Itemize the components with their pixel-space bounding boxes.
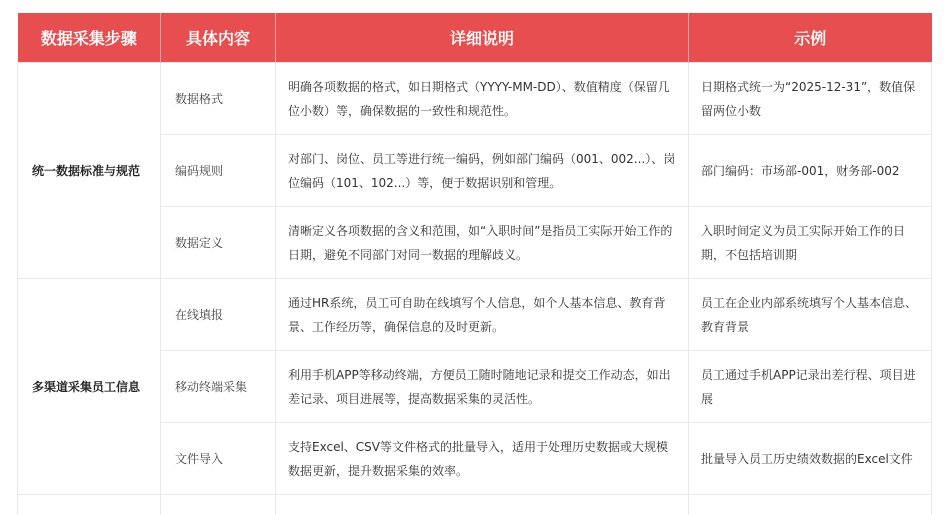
example-cell: 员工在企业内部系统填写个人基本信息、教育背景 [689,279,932,351]
example-cell: 部门编码：市场部-001，财务部-002 [689,135,932,207]
detail-cell: 支持Excel、CSV等文件格式的批量导入，适用于处理历史数据或大规模数据更新，提升数据采集的效率。 [276,423,689,495]
content-cell: 在线填报 [161,279,276,351]
header-step: 数据采集步骤 [18,13,161,63]
example-cell: 批量导入员工历史绩效数据的Excel文件 [689,423,932,495]
step-cell: 多渠道采集员工信息 [18,279,161,495]
content-cell: 数据格式 [161,63,276,135]
table-row [18,63,932,135]
example-cell: 入职时间定义为员工实际开始工作的日期，不包括培训期 [689,207,932,279]
header-example: 示例 [689,13,932,63]
detail-cell: 通过HR系统，员工可自助在线填写个人信息，如个人基本信息、教育背景、工作经历等，确保信息的及时更新。 [276,279,689,351]
table-row [18,279,932,351]
step-cell: 统一数据标准与规范 [18,63,161,279]
header-content: 具体内容 [161,13,276,63]
content-cell: 文件导入 [161,423,276,495]
table-header [18,13,932,63]
detail-cell: 清晰定义各项数据的含义和范围，如“入职时间”是指员工实际开始工作的日期，避免不同部门对同一数据的理解歧义。 [276,207,689,279]
detail-cell: 明确各项数据的格式，如日期格式（YYYY-MM-DD）、数值精度（保留几位小数）等，确保数据的一致性和规范性。 [276,63,689,135]
table-body [18,63,932,515]
content-cell: 移动终端采集 [161,351,276,423]
detail-cell: 对部门、岗位、员工等进行统一编码，例如部门编码（001、002...）、岗位编码（101、102...）等，便于数据识别和管理。 [276,135,689,207]
detail-cell: 利用手机APP等移动终端，方便员工随时随地记录和提交工作动态，如出差记录、项目进展等，提高数据采集的灵活性。 [276,351,689,423]
data-collection-table-container [17,13,931,515]
content-cell: 数据定义 [161,207,276,279]
content-cell: 编码规则 [161,135,276,207]
header-row [18,13,932,63]
data-collection-table [17,13,932,515]
example-cell: 日期格式统一为“2025-12-31”，数值保留两位小数 [689,63,932,135]
example-cell: 员工通过手机APP记录出差行程、项目进展 [689,351,932,423]
header-detail: 详细说明 [276,13,689,63]
